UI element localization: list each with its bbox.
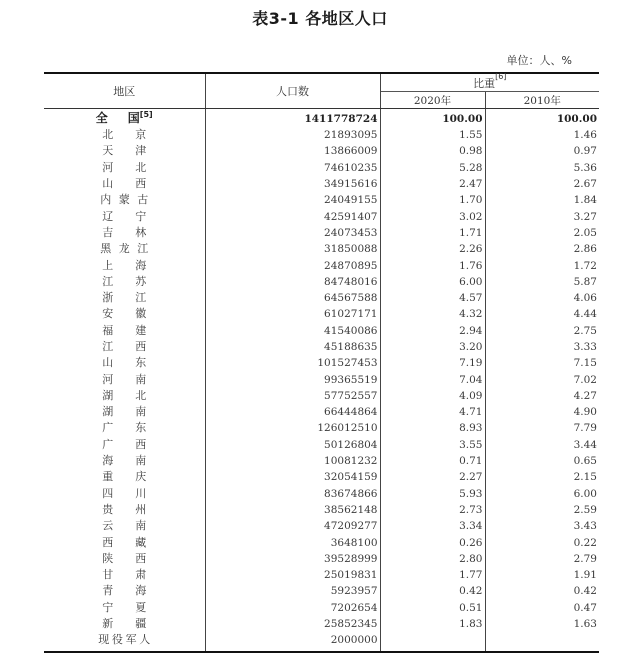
ratio-2020-cell: 1.55 <box>380 127 485 143</box>
table-row <box>44 437 599 453</box>
ratio-2010-cell: 3.44 <box>573 438 597 451</box>
population-cell: 7202654 <box>205 600 380 616</box>
population-cell: 24073453 <box>205 225 380 241</box>
ratio-2010-cell: 7.15 <box>573 357 597 370</box>
ratio-2010-cell: 0.42 <box>573 585 597 598</box>
region-cell <box>44 127 205 143</box>
ratio-2020-cell: 1.83 <box>380 616 485 632</box>
ratio-2020-cell: 0.26 <box>380 534 485 550</box>
population-cell: 3648100 <box>205 534 380 550</box>
ratio-2020-cell: 1.71 <box>380 225 485 241</box>
ratio-2020-cell: 100.00 <box>380 109 485 128</box>
ratio-2010-cell: 1.46 <box>573 129 597 142</box>
region-cell <box>44 323 205 339</box>
population-cell: 1411778724 <box>205 109 380 128</box>
region-cell <box>44 192 205 208</box>
ratio-2020-cell: 0.42 <box>380 583 485 599</box>
population-cell: 47209277 <box>205 518 380 534</box>
table-row <box>44 274 599 290</box>
region-cell <box>44 502 205 518</box>
table-row <box>44 502 599 518</box>
population-cell: 39528999 <box>205 551 380 567</box>
population-cell: 34915616 <box>205 176 380 192</box>
ratio-2010-cell: 0.65 <box>573 455 597 468</box>
ratio-2010-cell: 4.06 <box>573 292 597 305</box>
region-cell <box>44 632 205 651</box>
ratio-2020-cell: 2.26 <box>380 241 485 257</box>
region-cell <box>44 274 205 290</box>
header-ratio-label: 比重 <box>473 76 496 90</box>
table-row <box>44 290 599 306</box>
ratio-2010-cell: 4.90 <box>573 406 597 419</box>
ratio-2010-cell: 5.87 <box>573 275 597 288</box>
region-name: 浙江 <box>102 291 147 305</box>
ratio-2020-cell: 0.51 <box>380 600 485 616</box>
region-name: 四川 <box>102 486 147 500</box>
ratio-2010-cell: 2.15 <box>573 471 597 484</box>
header-population: 人口数 <box>205 73 380 109</box>
region-name: 广东 <box>102 421 147 435</box>
ratio-2020-cell: 6.00 <box>380 274 485 290</box>
population-cell: 41540086 <box>205 323 380 339</box>
ratio-2010-cell: 0.22 <box>573 536 597 549</box>
ratio-2020-cell: 0.98 <box>380 143 485 159</box>
region-cell <box>44 257 205 273</box>
table-row <box>44 632 599 651</box>
region-cell <box>44 583 205 599</box>
region-name: 甘肃 <box>102 568 147 582</box>
ratio-2010-cell: 0.47 <box>573 601 597 614</box>
ratio-2020-cell: 3.20 <box>380 339 485 355</box>
table-row <box>44 192 599 208</box>
region-cell <box>44 420 205 436</box>
table-row <box>44 469 599 485</box>
region-name: 陕西 <box>102 551 147 565</box>
ratio-2020-cell: 5.28 <box>380 160 485 176</box>
ratio-2020-cell: 7.19 <box>380 355 485 371</box>
ratio-2010-cell: 0.97 <box>573 145 597 158</box>
population-cell: 83674866 <box>205 486 380 502</box>
region-cell <box>44 143 205 159</box>
region-name: 湖北 <box>102 388 147 402</box>
ratio-2020-cell: 4.57 <box>380 290 485 306</box>
population-table <box>44 72 599 653</box>
population-cell: 99365519 <box>205 371 380 387</box>
region-name: 宁夏 <box>102 600 147 614</box>
region-name: 江苏 <box>102 274 147 288</box>
ratio-2020-cell: 5.93 <box>380 486 485 502</box>
ratio-2010-cell: 7.02 <box>573 373 597 386</box>
region-cell <box>44 208 205 224</box>
population-cell: 2000000 <box>205 632 380 651</box>
region-cell <box>44 339 205 355</box>
population-cell: 31850088 <box>205 241 380 257</box>
ratio-2020-cell: 4.09 <box>380 388 485 404</box>
region-cell <box>44 355 205 371</box>
region-name: 广西 <box>102 437 147 451</box>
ratio-2020-cell: 3.55 <box>380 437 485 453</box>
region-cell <box>44 600 205 616</box>
ratio-2010-cell: 2.86 <box>573 243 597 256</box>
header-region: 地区 <box>44 73 205 109</box>
region-cell <box>44 534 205 550</box>
population-table-container <box>44 72 599 653</box>
ratio-2010-cell: 7.79 <box>573 422 597 435</box>
ratio-2020-cell: 8.93 <box>380 420 485 436</box>
region-cell <box>44 551 205 567</box>
region-cell <box>44 518 205 534</box>
table-row <box>44 551 599 567</box>
header-year-2010: 2010年 <box>485 92 599 109</box>
table-row <box>44 388 599 404</box>
population-cell: 61027171 <box>205 306 380 322</box>
table-row <box>44 583 599 599</box>
population-cell: 24870895 <box>205 257 380 273</box>
region-cell <box>44 437 205 453</box>
population-cell: 74610235 <box>205 160 380 176</box>
population-cell: 50126804 <box>205 437 380 453</box>
table-row <box>44 208 599 224</box>
population-cell: 126012510 <box>205 420 380 436</box>
ratio-2010-cell: 1.63 <box>573 618 597 631</box>
ratio-2010-cell: 1.91 <box>573 569 597 582</box>
population-cell: 10081232 <box>205 453 380 469</box>
population-cell: 13866009 <box>205 143 380 159</box>
table-row <box>44 306 599 322</box>
region-name: 西藏 <box>102 535 147 549</box>
table-row <box>44 257 599 273</box>
table-row <box>44 127 599 143</box>
ratio-2010-cell: 2.67 <box>573 178 597 191</box>
region-name: 内蒙古 <box>100 193 149 207</box>
ratio-2020-cell: 1.76 <box>380 257 485 273</box>
table-title: 表3-1 各地区人口 <box>252 9 388 28</box>
region-cell <box>44 160 205 176</box>
ratio-2020-cell: 3.34 <box>380 518 485 534</box>
region-name: 新疆 <box>102 617 147 631</box>
ratio-2010-cell: 4.27 <box>573 389 597 402</box>
ratio-2020-cell: 4.32 <box>380 306 485 322</box>
ratio-2010-cell: 2.79 <box>573 552 597 565</box>
region-cell <box>44 109 205 128</box>
region-cell <box>44 567 205 583</box>
table-row <box>44 567 599 583</box>
unit-label: 单位：人、% <box>506 54 572 67</box>
region-name: 重庆 <box>102 470 147 484</box>
ratio-2020-cell: 3.02 <box>380 208 485 224</box>
table-body <box>44 109 599 652</box>
header-ratio <box>380 73 599 92</box>
population-cell: 64567588 <box>205 290 380 306</box>
table-row <box>44 143 599 159</box>
region-cell <box>44 469 205 485</box>
region-cell <box>44 225 205 241</box>
table-row <box>44 453 599 469</box>
ratio-2020-cell: 2.47 <box>380 176 485 192</box>
region-name: 上海 <box>102 258 147 272</box>
region-name: 江西 <box>102 340 147 353</box>
region-name: 青海 <box>102 584 147 598</box>
region-name: 河北 <box>102 160 147 174</box>
table-row <box>44 323 599 339</box>
region-name: 湖南 <box>102 405 147 419</box>
ratio-2010-cell: 3.33 <box>573 341 597 353</box>
ratio-2010-cell: 3.27 <box>573 210 597 223</box>
ratio-2020-cell: 0.71 <box>380 453 485 469</box>
table-row <box>44 616 599 632</box>
ratio-2010-cell: 1.84 <box>573 194 597 207</box>
population-cell: 24049155 <box>205 192 380 208</box>
table-row <box>44 160 599 176</box>
population-cell: 66444864 <box>205 404 380 420</box>
region-cell <box>44 371 205 387</box>
population-cell: 84748016 <box>205 274 380 290</box>
ratio-2010-cell: 2.05 <box>573 226 597 239</box>
region-cell <box>44 388 205 404</box>
table-row <box>44 339 599 355</box>
ratio-2010-cell: 4.44 <box>573 308 597 321</box>
ratio-2010-cell: 6.00 <box>573 487 597 500</box>
region-cell <box>44 241 205 257</box>
region-name: 天津 <box>102 144 147 158</box>
ratio-2020-cell: 2.94 <box>380 323 485 339</box>
region-cell <box>44 616 205 632</box>
ratio-2010-cell: 2.75 <box>573 324 597 337</box>
region-name: 山东 <box>102 356 147 370</box>
population-cell: 21893095 <box>205 127 380 143</box>
population-cell: 25852345 <box>205 616 380 632</box>
region-name: 山西 <box>102 177 147 191</box>
total-footnote: [5] <box>139 110 153 119</box>
ratio-2010-cell: 100.00 <box>556 112 597 125</box>
ratio-2020-cell: 4.71 <box>380 404 485 420</box>
region-name: 安徽 <box>102 307 147 321</box>
table-row <box>44 355 599 371</box>
region-name: 云南 <box>102 519 147 533</box>
table-row <box>44 176 599 192</box>
region-name: 河南 <box>102 372 147 386</box>
region-name: 海南 <box>102 454 147 468</box>
table-row <box>44 534 599 550</box>
table-row <box>44 225 599 241</box>
ratio-2020-cell: 7.04 <box>380 371 485 387</box>
region-name: 贵州 <box>102 502 147 516</box>
table-row <box>44 404 599 420</box>
ratio-2010-cell: 2.59 <box>573 503 597 516</box>
header-ratio-footnote: [6] <box>495 71 507 81</box>
ratio-2020-cell: 2.80 <box>380 551 485 567</box>
region-name: 北京 <box>102 128 147 142</box>
region-name: 黑龙江 <box>100 242 149 256</box>
population-cell: 42591407 <box>205 208 380 224</box>
ratio-2010-cell: 1.72 <box>573 259 597 272</box>
region-cell <box>44 290 205 306</box>
table-row <box>44 371 599 387</box>
table-row <box>44 241 599 257</box>
table-row <box>44 600 599 616</box>
region-name: 吉林 <box>102 225 147 239</box>
region-name: 福建 <box>102 323 147 337</box>
region-name: 辽宁 <box>102 209 147 223</box>
table-row <box>44 518 599 534</box>
population-cell: 45188635 <box>205 339 380 355</box>
ratio-2010-cell: 5.36 <box>573 161 597 174</box>
ratio-2020-cell: 1.70 <box>380 192 485 208</box>
region-name: 现役军人 <box>98 633 151 647</box>
ratio-2010-cell <box>485 632 599 651</box>
population-cell: 101527453 <box>205 355 380 371</box>
population-cell: 5923957 <box>205 583 380 599</box>
region-name: 全国 <box>95 111 140 125</box>
ratio-2020-cell <box>380 632 485 651</box>
header-year-2020: 2020年 <box>380 92 485 109</box>
population-cell: 57752557 <box>205 388 380 404</box>
region-cell <box>44 486 205 502</box>
table-header <box>44 73 599 109</box>
region-cell <box>44 404 205 420</box>
region-cell <box>44 176 205 192</box>
population-cell: 38562148 <box>205 502 380 518</box>
table-row-total <box>44 109 599 128</box>
population-cell: 32054159 <box>205 469 380 485</box>
ratio-2020-cell: 2.27 <box>380 469 485 485</box>
ratio-2020-cell: 2.73 <box>380 502 485 518</box>
ratio-2010-cell: 3.43 <box>573 520 597 533</box>
population-cell: 25019831 <box>205 567 380 583</box>
table-row <box>44 486 599 502</box>
region-cell <box>44 306 205 322</box>
region-cell <box>44 453 205 469</box>
table-row <box>44 420 599 436</box>
ratio-2020-cell: 1.77 <box>380 567 485 583</box>
